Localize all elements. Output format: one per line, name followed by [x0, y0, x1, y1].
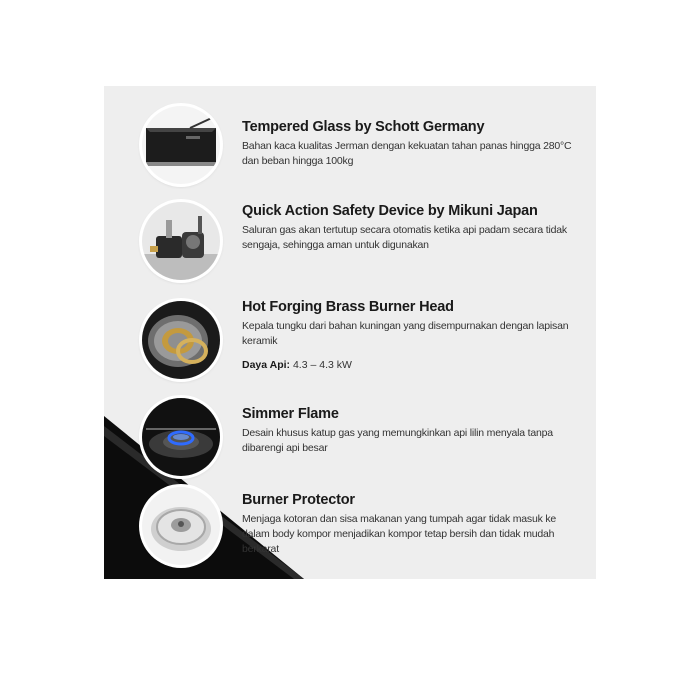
- flame-power-spec: [242, 358, 582, 373]
- feature-description: Desain khusus katup gas yang memungkinkan api lilin menyala tanpa dibarengi api besar: [242, 427, 553, 454]
- safety-valve-icon: [142, 202, 220, 280]
- feature-panel: [104, 86, 596, 579]
- feature-description: Kepala tungku dari bahan kuningan yang disempurnakan dengan lapisan keramik: [242, 320, 569, 347]
- feature-description: Bahan kaca kualitas Jerman dengan kekuatan tahan panas hingga 280°C dan beban hingga 100kg: [242, 140, 572, 167]
- spec-label: Daya Api:: [242, 359, 291, 371]
- spec-value: 4.3 – 4.3 kW: [292, 359, 352, 371]
- feature-description: Menjaga kotoran dan sisa makanan yang tumpah agar tidak masuk ke dalam body kompor menjadikan kompor tetap bersih dan tidak mudah berkarat: [242, 513, 557, 555]
- burner-protector-icon: [142, 487, 220, 565]
- feature-title: Burner Protector: [242, 492, 355, 508]
- feature-description: Saluran gas akan tertutup secara otomatis ketika api padam secara tidak sengaja, sehingga aman untuk digunakan: [242, 224, 567, 251]
- simmer-flame-icon: [142, 398, 220, 476]
- feature-title: Quick Action Safety Device by Mikuni Japan: [242, 203, 538, 219]
- tempered-glass-icon: [142, 106, 220, 184]
- feature-title: Hot Forging Brass Burner Head: [242, 299, 454, 315]
- feature-title: Simmer Flame: [242, 406, 339, 422]
- feature-title: Tempered Glass by Schott Germany: [242, 119, 485, 135]
- brass-burner-icon: [142, 301, 220, 379]
